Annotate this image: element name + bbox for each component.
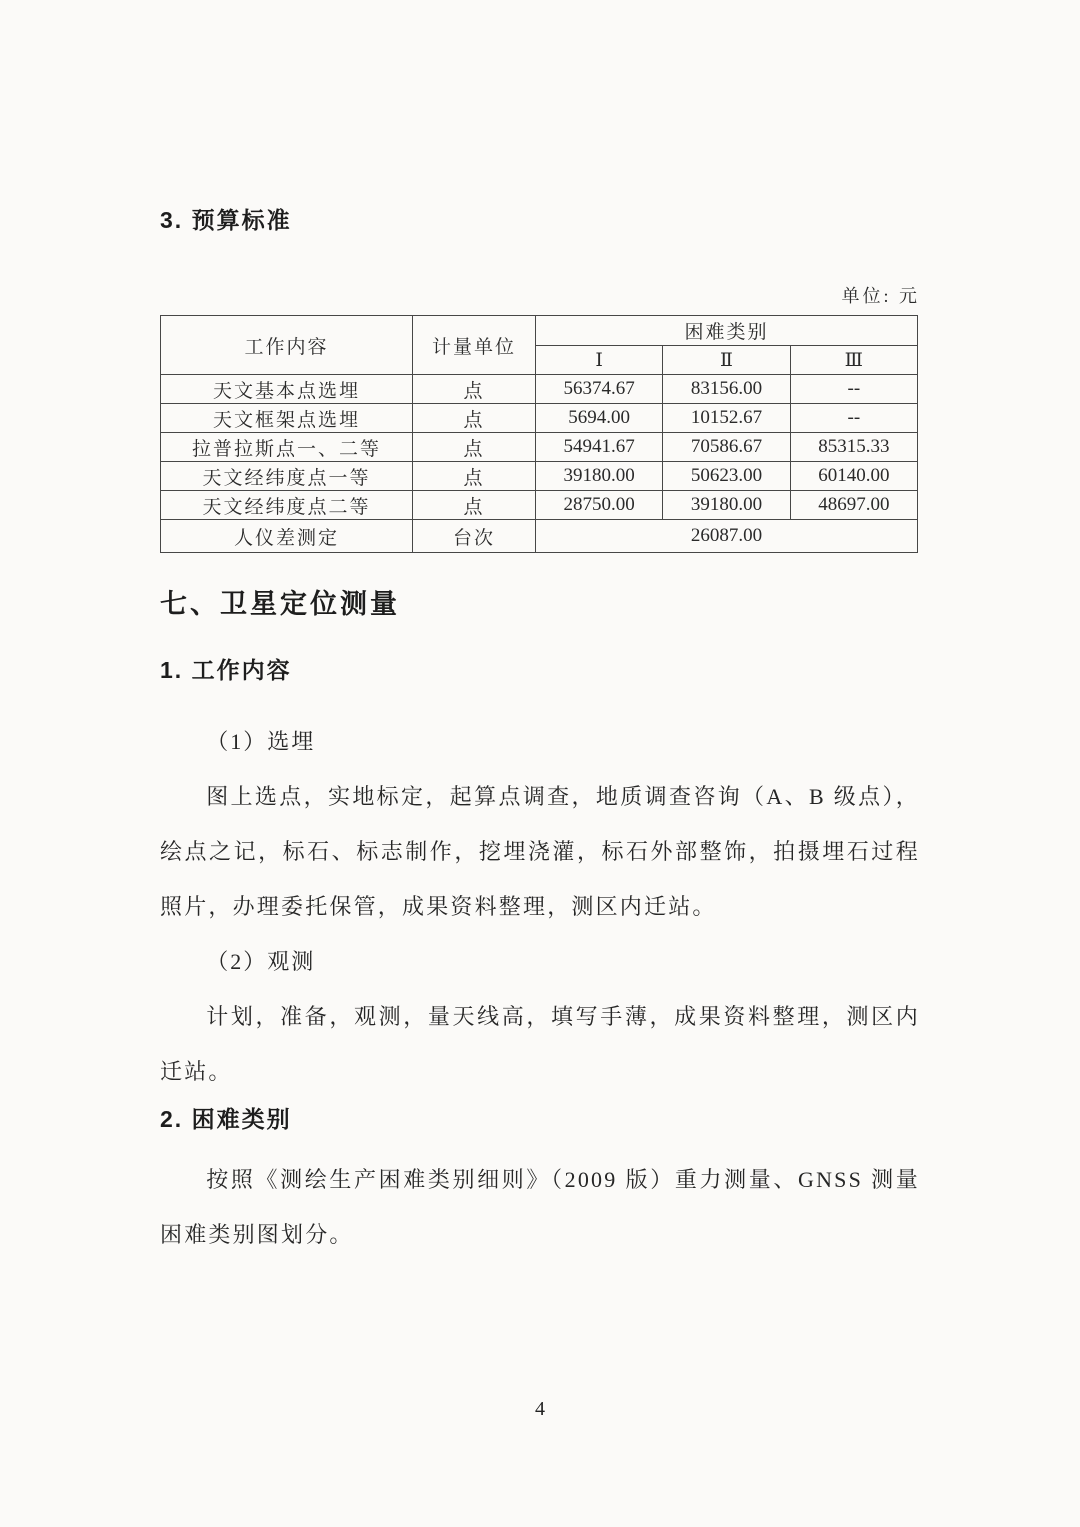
row-work-name: 拉普拉斯点一、二等 bbox=[161, 433, 413, 462]
row-value-level-3: 48697.00 bbox=[790, 491, 917, 520]
difficulty-category-heading: 2. 困难类别 bbox=[160, 1106, 292, 1132]
row-value-level-2: 10152.67 bbox=[663, 404, 790, 433]
row-unit: 点 bbox=[413, 491, 536, 520]
column-header-measure-unit: 计量单位 bbox=[413, 316, 536, 375]
row-unit: 点 bbox=[413, 433, 536, 462]
row-value-level-1: 56374.67 bbox=[536, 375, 663, 404]
row-value-level-1: 39180.00 bbox=[536, 462, 663, 491]
row-value-level-3: 60140.00 bbox=[790, 462, 917, 491]
item-2-label: （2）观测 bbox=[206, 949, 316, 974]
item-1-label: （1）选埋 bbox=[206, 729, 316, 754]
item-2-paragraph: 计划，准备，观测，量天线高，填写手薄，成果资料整理，测区内迁站。 bbox=[160, 1004, 920, 1084]
row-value-level-1: 28750.00 bbox=[536, 491, 663, 520]
table-row bbox=[161, 491, 918, 520]
unit-label: 单位: 元 bbox=[841, 286, 920, 306]
column-header-work-content: 工作内容 bbox=[161, 316, 413, 375]
row-value-level-3: 85315.33 bbox=[790, 433, 917, 462]
row-work-name: 天文基本点选埋 bbox=[161, 375, 413, 404]
row-work-name: 天文框架点选埋 bbox=[161, 404, 413, 433]
page-number: 4 bbox=[535, 1398, 545, 1420]
column-header-level-3: Ⅲ bbox=[790, 346, 917, 375]
row-unit: 点 bbox=[413, 375, 536, 404]
row-unit: 点 bbox=[413, 462, 536, 491]
row-value-level-1: 54941.67 bbox=[536, 433, 663, 462]
row-unit: 台次 bbox=[413, 520, 536, 553]
row-value-level-3: -- bbox=[790, 404, 917, 433]
table-row bbox=[161, 520, 918, 553]
row-value-level-2: 83156.00 bbox=[663, 375, 790, 404]
table-header-row-1 bbox=[161, 316, 918, 346]
row-work-name: 天文经纬度点一等 bbox=[161, 462, 413, 491]
budget-standard-heading: 3. 预算标准 bbox=[160, 207, 292, 233]
item-1-paragraph: 图上选点，实地标定，起算点调查，地质调查咨询（A、B 级点），绘点之记，标石、标志制作，挖埋浇灌，标石外部整饰，拍摄埋石过程照片，办理委托保管，成果资料整理，测区内迁站。 bbox=[160, 784, 920, 919]
difficulty-paragraph: 按照《测绘生产困难类别细则》（2009 版）重力测量、GNSS 测量困难类别图划分。 bbox=[160, 1167, 920, 1247]
work-content-heading: 1. 工作内容 bbox=[160, 657, 292, 683]
table-row bbox=[161, 462, 918, 491]
row-value-level-3: -- bbox=[790, 375, 917, 404]
row-unit: 点 bbox=[413, 404, 536, 433]
row-work-name: 天文经纬度点二等 bbox=[161, 491, 413, 520]
column-header-difficulty-category: 困难类别 bbox=[536, 316, 918, 346]
row-value-level-2: 70586.67 bbox=[663, 433, 790, 462]
table-row bbox=[161, 433, 918, 462]
row-value-merged: 26087.00 bbox=[536, 520, 918, 553]
row-value-level-1: 5694.00 bbox=[536, 404, 663, 433]
row-value-level-2: 39180.00 bbox=[663, 491, 790, 520]
row-value-level-2: 50623.00 bbox=[663, 462, 790, 491]
satellite-positioning-heading: 七、卫星定位测量 bbox=[160, 589, 400, 619]
table-row bbox=[161, 404, 918, 433]
budget-table bbox=[160, 315, 918, 553]
column-header-level-2: Ⅱ bbox=[663, 346, 790, 375]
column-header-level-1: Ⅰ bbox=[536, 346, 663, 375]
row-work-name: 人仪差测定 bbox=[161, 520, 413, 553]
table-row bbox=[161, 375, 918, 404]
